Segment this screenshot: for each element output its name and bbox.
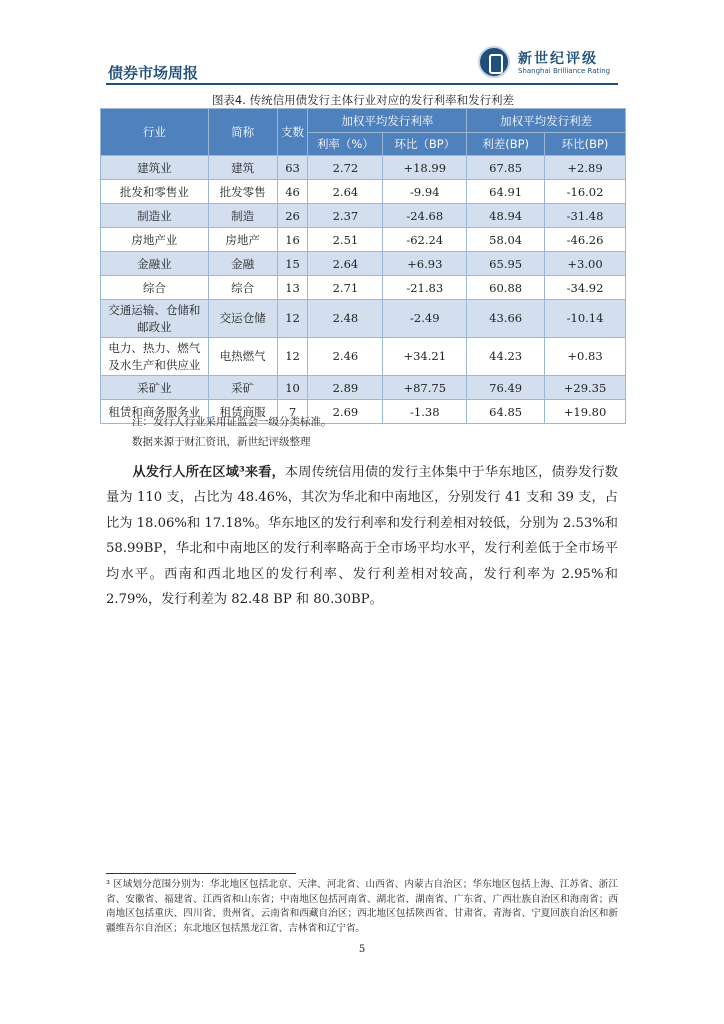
cell-abbr: 交运仓储 <box>208 300 277 338</box>
table-row <box>101 300 626 338</box>
cell-rate: 2.69 <box>308 400 383 424</box>
cell-industry: 制造业 <box>101 204 209 228</box>
cell-count: 10 <box>277 376 308 400</box>
cell-spread-change: +3.00 <box>545 252 626 276</box>
header-count: 支数 <box>277 109 308 156</box>
cell-spread-change: -10.14 <box>545 300 626 338</box>
cell-abbr: 制造 <box>208 204 277 228</box>
table-row <box>101 156 626 180</box>
cell-industry: 综合 <box>101 276 209 300</box>
cell-industry: 电力、热力、燃气及水生产和供应业 <box>101 338 209 376</box>
cell-spread-change: +0.83 <box>545 338 626 376</box>
cell-abbr: 批发零售 <box>208 180 277 204</box>
paragraph-text: 本周传统信用债的发行主体集中于华东地区，债券发行数量为 110 支，占比为 48.46%，其次为华北和中南地区，分别发行 41 支和 39 支，占比为 18.06%和 17.18%。华东地区的发行利率和发行利差相对较低，分别为 2.53%和 58.99BP，华北和中南地区的发行利率略高于全市场平均水平，发行利差低于全市场平均水平。西南和西北地区的发行利率、发行利差相对较高，发行利率为 2.95%和 2.79%，发行利差为 82.48 BP 和 80.30BP。 <box>106 465 618 608</box>
footnote-divider <box>106 873 296 874</box>
cell-count: 16 <box>277 228 308 252</box>
logo-chinese-name: 新世纪评级 <box>518 51 598 67</box>
header-spread-change: 环比(BP) <box>545 133 626 156</box>
header-rate-group: 加权平均发行利率 <box>308 109 467 133</box>
report-title: 债券市场周报 <box>108 64 199 82</box>
cell-rate: 2.64 <box>308 180 383 204</box>
cell-industry: 建筑业 <box>101 156 209 180</box>
header-divider <box>106 83 618 85</box>
cell-spread: 64.91 <box>467 180 545 204</box>
cell-spread-change: -34.92 <box>545 276 626 300</box>
cell-industry: 采矿业 <box>101 376 209 400</box>
page-header <box>106 44 618 82</box>
cell-rate-change: -1.38 <box>383 400 467 424</box>
cell-rate-change: -2.49 <box>383 300 467 338</box>
cell-spread-change: +19.80 <box>545 400 626 424</box>
cell-industry: 房地产业 <box>101 228 209 252</box>
cell-count: 12 <box>277 300 308 338</box>
cell-spread: 43.66 <box>467 300 545 338</box>
cell-spread: 65.95 <box>467 252 545 276</box>
cell-spread: 48.94 <box>467 204 545 228</box>
header-industry: 行业 <box>101 109 209 156</box>
cell-rate-change: +18.99 <box>383 156 467 180</box>
header-spread: 利差(BP) <box>467 133 545 156</box>
table-row <box>101 376 626 400</box>
cell-rate: 2.72 <box>308 156 383 180</box>
paragraph-lead: 从发行人所在区域³来看， <box>132 465 285 480</box>
cell-rate-change: -62.24 <box>383 228 467 252</box>
cell-abbr: 建筑 <box>208 156 277 180</box>
cell-rate: 2.51 <box>308 228 383 252</box>
cell-rate-change: -24.68 <box>383 204 467 228</box>
cell-spread-change: +2.89 <box>545 156 626 180</box>
cell-industry: 金融业 <box>101 252 209 276</box>
table-row <box>101 338 626 376</box>
table-row <box>101 180 626 204</box>
cell-spread: 67.85 <box>467 156 545 180</box>
cell-rate-change: +6.93 <box>383 252 467 276</box>
cell-rate: 2.64 <box>308 252 383 276</box>
cell-abbr: 电热燃气 <box>208 338 277 376</box>
cell-rate: 2.48 <box>308 300 383 338</box>
cell-rate: 2.37 <box>308 204 383 228</box>
page-number: 5 <box>358 944 366 955</box>
cell-abbr: 采矿 <box>208 376 277 400</box>
table-row <box>101 252 626 276</box>
cell-count: 13 <box>277 276 308 300</box>
table-source: 数据来源于财汇资讯，新世纪评级整理 <box>132 436 311 448</box>
cell-spread-change: -31.48 <box>545 204 626 228</box>
cell-rate: 2.46 <box>308 338 383 376</box>
header-abbr: 简称 <box>208 109 277 156</box>
cell-spread-change: -46.26 <box>545 228 626 252</box>
cell-spread-change: +29.35 <box>545 376 626 400</box>
cell-industry: 租赁和商务服务业 <box>101 400 209 424</box>
table-row <box>101 276 626 300</box>
cell-count: 7 <box>277 400 308 424</box>
table-note: 注：发行人行业采用证监会一级分类标准。 <box>132 416 332 428</box>
cell-count: 15 <box>277 252 308 276</box>
cell-rate-change: +34.21 <box>383 338 467 376</box>
logo-emblem-icon <box>478 46 510 78</box>
cell-abbr: 金融 <box>208 252 277 276</box>
cell-industry: 批发和零售业 <box>101 180 209 204</box>
cell-rate: 2.71 <box>308 276 383 300</box>
cell-abbr: 综合 <box>208 276 277 300</box>
cell-count: 12 <box>277 338 308 376</box>
body-paragraph <box>106 460 618 612</box>
cell-rate-change: -9.94 <box>383 180 467 204</box>
logo-english-name: Shanghai Brilliance Rating <box>518 67 611 75</box>
industry-rate-table <box>100 108 626 424</box>
cell-rate-change: -21.83 <box>383 276 467 300</box>
cell-spread: 64.85 <box>467 400 545 424</box>
table-row <box>101 228 626 252</box>
cell-count: 26 <box>277 204 308 228</box>
cell-spread: 44.23 <box>467 338 545 376</box>
header-spread-group: 加权平均发行利差 <box>467 109 626 133</box>
footnote: ³ 区域划分范围分别为：华北地区包括北京、天津、河北省、山西省、内蒙古自治区；华东地区包括上海、江苏省、浙江省、安徽省、福建省、江西省和山东省；中南地区包括河南省、湖北省、湖南省、广东省、广西壮族自治区和海南省；西南地区包括重庆、四川省、贵州省、云南省和西藏自治区；西北地区包括陕西省、甘肃省、青海省、宁夏回族自治区和新疆维吾尔自治区；东北地区包括黑龙江省、吉林省和辽宁省。 <box>106 879 618 934</box>
cell-spread-change: -16.02 <box>545 180 626 204</box>
cell-abbr: 房地产 <box>208 228 277 252</box>
cell-industry: 交通运输、仓储和邮政业 <box>101 300 209 338</box>
table-row <box>101 204 626 228</box>
cell-spread: 58.04 <box>467 228 545 252</box>
cell-count: 46 <box>277 180 308 204</box>
cell-spread: 76.49 <box>467 376 545 400</box>
brand-logo <box>478 46 618 82</box>
cell-abbr: 租赁商服 <box>208 400 277 424</box>
table-caption: 图表4. 传统信用债发行主体行业对应的发行利率和发行利差 <box>211 93 515 107</box>
cell-count: 63 <box>277 156 308 180</box>
cell-rate: 2.89 <box>308 376 383 400</box>
cell-rate-change: +87.75 <box>383 376 467 400</box>
header-rate: 利率（%） <box>308 133 383 156</box>
cell-spread: 60.88 <box>467 276 545 300</box>
header-rate-change: 环比（BP） <box>383 133 467 156</box>
